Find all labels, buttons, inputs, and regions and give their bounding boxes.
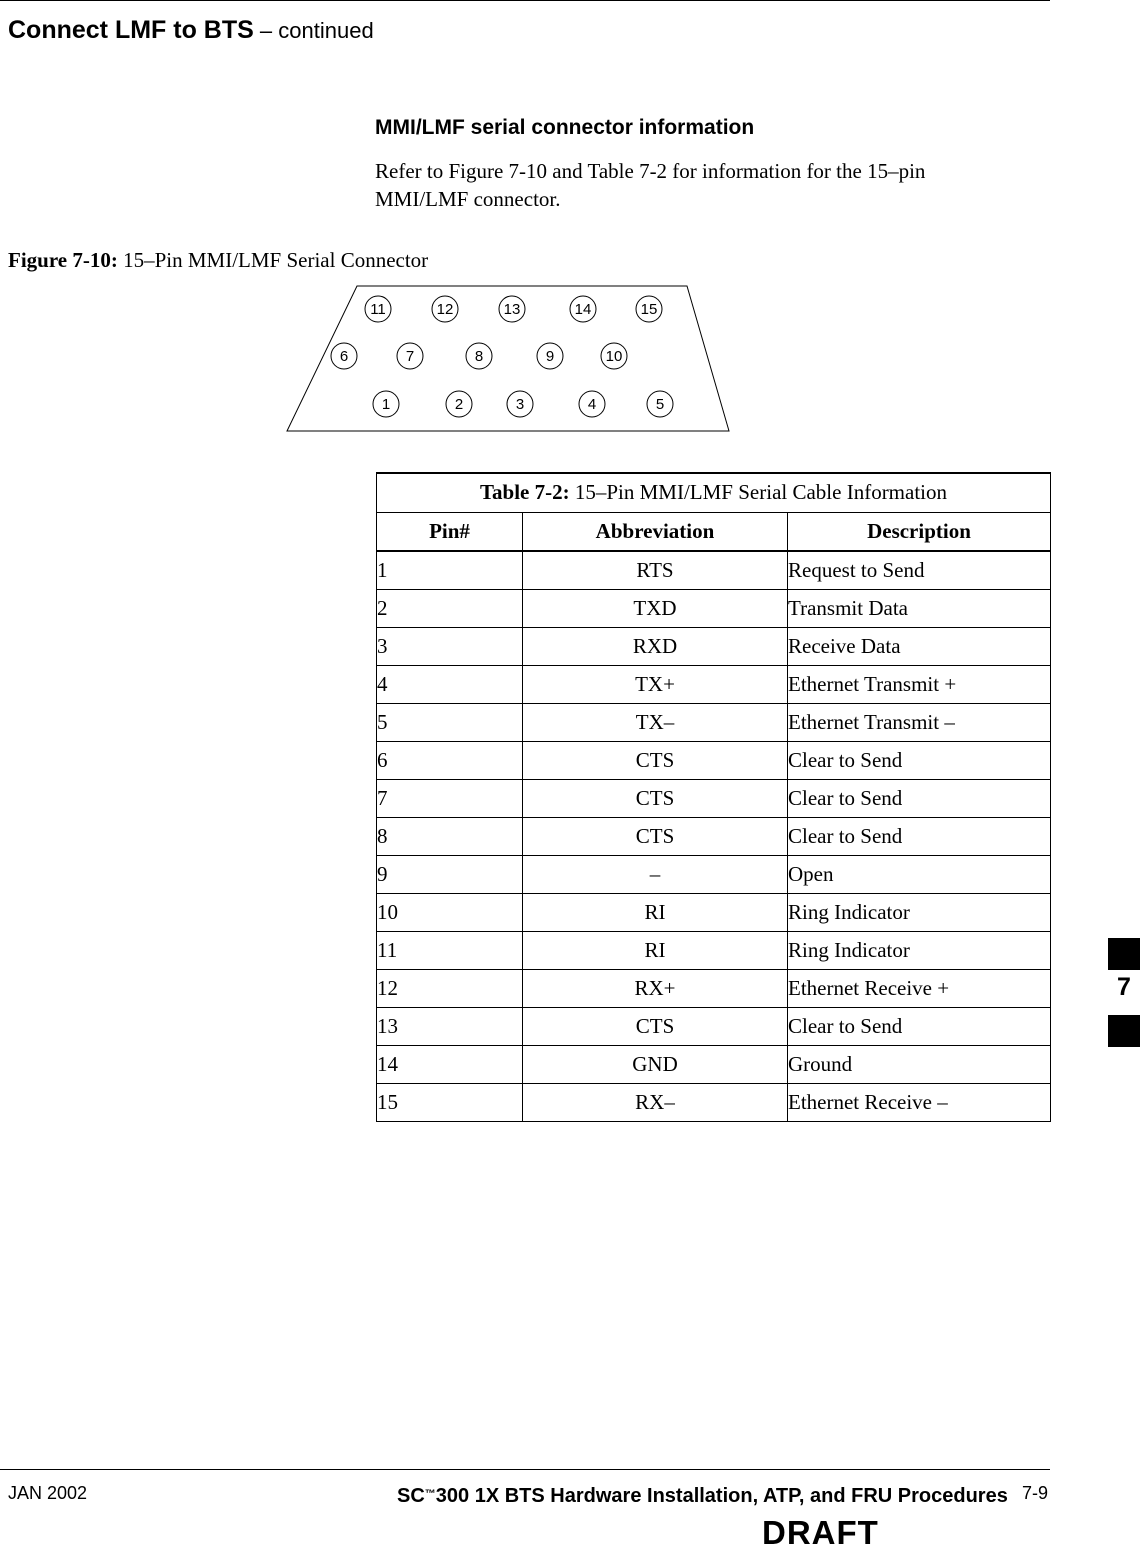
cell-pin: 15 (377, 1084, 523, 1122)
pin-label: 9 (545, 348, 555, 365)
cell-pin: 1 (377, 551, 523, 590)
connector-pins (331, 296, 673, 417)
table-label: Table 7-2: (479, 480, 570, 504)
cell-description: Clear to Send (788, 780, 1051, 818)
table-row (377, 970, 1051, 1008)
header-continued: – continued (253, 18, 374, 43)
cell-description: Receive Data (788, 628, 1051, 666)
cell-pin: 3 (377, 628, 523, 666)
table-row (377, 551, 1051, 590)
cell-description: Ethernet Transmit – (788, 704, 1051, 742)
pin-label: 11 (370, 301, 386, 318)
pin-label: 3 (515, 396, 525, 413)
table-row (377, 932, 1051, 970)
pin-label: 8 (474, 348, 484, 365)
figure-label: Figure 7-10: (8, 248, 118, 272)
header-pin: Pin# (377, 513, 523, 552)
cell-abbreviation: TX– (523, 704, 788, 742)
pin-label: 10 (605, 348, 623, 365)
pin-table (376, 472, 1051, 1122)
pin-label: 12 (436, 301, 454, 318)
table-row (377, 894, 1051, 932)
table-row (377, 1084, 1051, 1122)
cell-description: Clear to Send (788, 742, 1051, 780)
cell-abbreviation: CTS (523, 1008, 788, 1046)
pin-label: 7 (405, 348, 415, 365)
cell-abbreviation: TX+ (523, 666, 788, 704)
section-heading: MMI/LMF serial connector information (375, 116, 755, 139)
cell-pin: 10 (377, 894, 523, 932)
table-title: 15–Pin MMI/LMF Serial Cable Information (569, 480, 948, 504)
cell-description: Ethernet Receive – (788, 1084, 1051, 1122)
table-row (377, 1008, 1051, 1046)
cell-description: Ring Indicator (788, 932, 1051, 970)
cell-pin: 6 (377, 742, 523, 780)
header-description: Description (788, 513, 1051, 552)
cell-abbreviation: RX+ (523, 970, 788, 1008)
pin-label: 14 (574, 301, 592, 318)
cell-abbreviation: CTS (523, 818, 788, 856)
table-row (377, 666, 1051, 704)
intro-paragraph: Refer to Figure 7-10 and Table 7-2 for information for the 15–pin MMI/LMF connector. (375, 159, 926, 211)
chapter-tab-top (1108, 938, 1140, 970)
pin-label: 13 (503, 301, 521, 318)
cell-description: Clear to Send (788, 818, 1051, 856)
cell-description: Ring Indicator (788, 894, 1051, 932)
chapter-tab-number: 7 (1117, 973, 1131, 1001)
cell-pin: 12 (377, 970, 523, 1008)
pin-label: 4 (587, 396, 597, 413)
cell-description: Request to Send (788, 551, 1051, 590)
pin-label: 2 (454, 396, 464, 413)
figure-title: 15–Pin MMI/LMF Serial Connector (117, 248, 429, 272)
cell-pin: 5 (377, 704, 523, 742)
cell-abbreviation: RXD (523, 628, 788, 666)
footer-rule (0, 1469, 1050, 1470)
footer-date: JAN 2002 (8, 1483, 88, 1503)
cell-pin: 14 (377, 1046, 523, 1084)
cell-pin: 11 (377, 932, 523, 970)
cell-abbreviation: RI (523, 894, 788, 932)
cell-pin: 8 (377, 818, 523, 856)
table-row (377, 590, 1051, 628)
page-header-title: Connect LMF to BTS – continued (8, 16, 374, 44)
cell-description: Ground (788, 1046, 1051, 1084)
cell-abbreviation: GND (523, 1046, 788, 1084)
cell-pin: 9 (377, 856, 523, 894)
cell-abbreviation: TXD (523, 590, 788, 628)
cell-pin: 13 (377, 1008, 523, 1046)
table-row (377, 818, 1051, 856)
table-caption (376, 472, 1051, 512)
cell-abbreviation: RI (523, 932, 788, 970)
table-row (377, 1046, 1051, 1084)
table-header-row (377, 513, 1051, 552)
cell-abbreviation: – (523, 856, 788, 894)
pin-label: 1 (381, 396, 391, 413)
cell-description: Clear to Send (788, 1008, 1051, 1046)
pin-label: 15 (640, 301, 658, 318)
db15-connector-diagram (285, 284, 731, 434)
trademark-symbol: ™ (424, 1488, 436, 1500)
footer-doc-title: SC™300 1X BTS Hardware Installation, ATP, and FRU Procedures (397, 1485, 1008, 1507)
draft-watermark: DRAFT (762, 1514, 879, 1551)
cell-abbreviation: CTS (523, 742, 788, 780)
cell-description: Transmit Data (788, 590, 1051, 628)
header-abbreviation: Abbreviation (523, 513, 788, 552)
table-row (377, 628, 1051, 666)
chapter-tab-bottom (1108, 1015, 1140, 1047)
cell-abbreviation: RTS (523, 551, 788, 590)
cell-abbreviation: RX– (523, 1084, 788, 1122)
table-row (377, 856, 1051, 894)
pin-label: 5 (655, 396, 665, 413)
cell-description: Ethernet Transmit + (788, 666, 1051, 704)
cell-pin: 2 (377, 590, 523, 628)
header-rule (0, 0, 1050, 1)
figure-caption (8, 248, 428, 273)
cell-description: Ethernet Receive + (788, 970, 1051, 1008)
cell-pin: 4 (377, 666, 523, 704)
cell-abbreviation: CTS (523, 780, 788, 818)
cell-description: Open (788, 856, 1051, 894)
table-row (377, 704, 1051, 742)
table-row (377, 780, 1051, 818)
pin-label: 6 (339, 348, 349, 365)
cell-pin: 7 (377, 780, 523, 818)
table-row (377, 742, 1051, 780)
footer-page-number: 7-9 (1022, 1483, 1049, 1503)
